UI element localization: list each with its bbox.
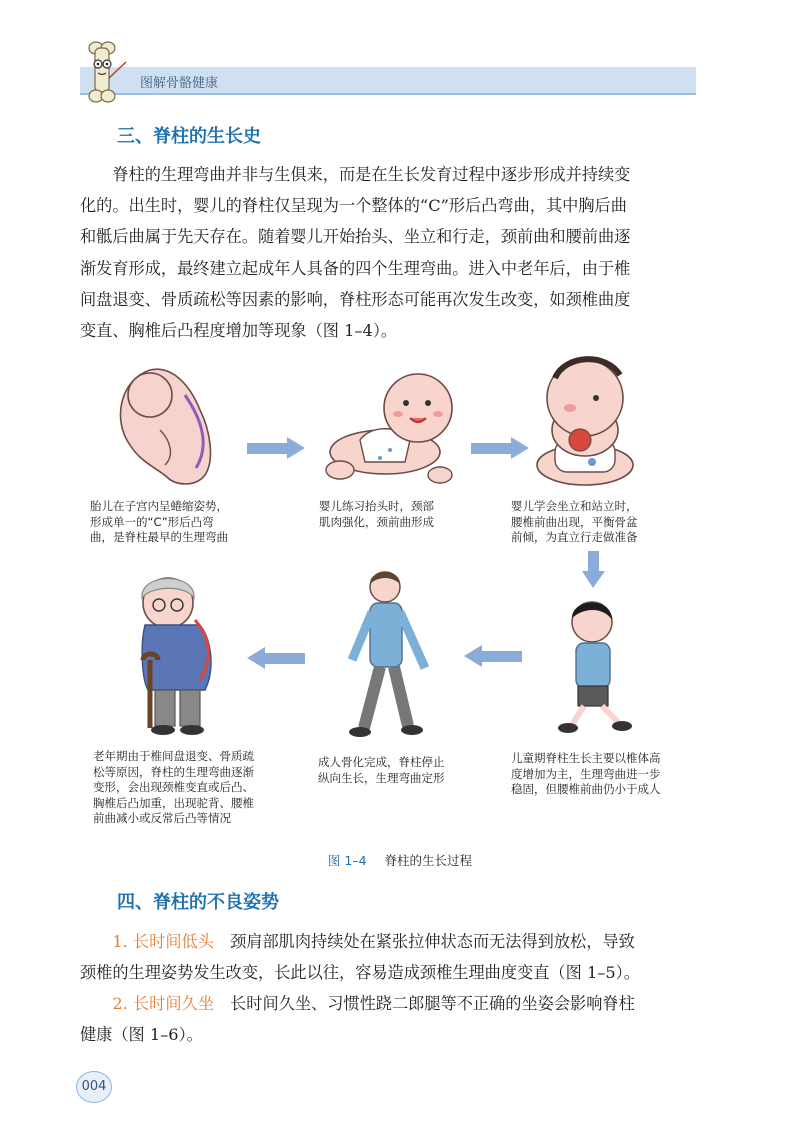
paragraph-line: 间盘退变、骨质疏松等因素的影响，脊柱形态可能再次发生改变，如颈椎曲度 (80, 289, 631, 309)
stage-caption-elderly: 老年期由于椎间盘退变、骨质疏 松等原因，脊柱的生理弯曲逐渐 变形，会出现颈椎变直或后凸、 胸椎后凸加重，出现驼背、腰椎 前曲减小或反常后凸等情况 (93, 749, 254, 825)
arrow-down (582, 551, 605, 588)
section-4-title: 四、脊柱的不良姿势 (117, 892, 279, 913)
stage-caption-sitting-baby: 婴儿学会坐立和站立时， 腰椎前曲出现，平衡骨盆 前倾，为直立行走做准备 (511, 499, 638, 544)
paragraph-line: 渐发育形成，最终建立起成年人具备的四个生理弯曲。进入中老年后，由于椎 (80, 258, 631, 278)
fetus-illustration (120, 369, 210, 484)
elderly-illustration (142, 578, 211, 735)
item-2-label: 2. 长时间久坐 (112, 994, 214, 1013)
paragraph-line: 1. 长时间低头 颈肩部肌肉持续处在紧张拉伸状态而无法得到放松，导致 (112, 932, 635, 951)
figure-title: 脊柱的生长过程 (384, 853, 473, 868)
arrow-left-1 (464, 645, 522, 667)
arrow-left-2 (247, 647, 305, 669)
arrow-right-2 (471, 437, 529, 459)
running-header-title: 图解骨骼健康 (140, 76, 219, 91)
child-illustration (558, 602, 632, 733)
paragraph-line: 2. 长时间久坐 长时间久坐、习惯性跷二郎腿等不正确的坐姿会影响脊柱 (112, 994, 635, 1013)
stage-caption-child: 儿童期脊柱生长主要以椎体高 度增加为主，生理弯曲进一步 稳固，但腰椎前曲仍小于成人 (511, 751, 661, 796)
section-3-title: 三、脊柱的生长史 (117, 126, 261, 147)
arrow-right-1 (247, 437, 305, 459)
item-1-label: 1. 长时间低头 (112, 932, 214, 951)
paragraph-line: 和骶后曲属于先天存在。随着婴儿开始抬头、坐立和行走，颈前曲和腰前曲逐 (80, 227, 631, 247)
stage-caption-adult: 成人骨化完成，脊柱停止 纵向生长，生理弯曲定形 (318, 755, 445, 785)
crawling-baby-illustration (326, 374, 452, 483)
section-4-item-1 (80, 926, 698, 988)
figure-caption (0, 851, 800, 869)
figure-number: 图 1–4 (327, 853, 367, 868)
adult-illustration (349, 572, 425, 737)
paragraph-line: 脊柱的生理弯曲并非与生俱来，而是在生长发育过程中逐步形成并持续变 (80, 165, 631, 184)
stage-caption-crawling-baby: 婴儿练习抬头时，颈部 肌肉强化，颈前曲形成 (319, 499, 434, 529)
section-4-item-2 (80, 988, 698, 1050)
paragraph-line: 颈椎的生理姿势发生改变，长此以往，容易造成颈椎生理曲度变直（图 1–5）。 (80, 963, 640, 983)
paragraph-line: 化的。出生时，婴儿的脊柱仅呈现为一个整体的“C”形后凸弯曲，其中胸后曲 (80, 196, 627, 216)
page-number: 004 (76, 1071, 112, 1103)
paragraph-line: 健康（图 1–6）。 (80, 1025, 203, 1045)
paragraph-line: 变直、胸椎后凸程度增加等现象（图 1–4）。 (80, 321, 398, 341)
sitting-baby-illustration (537, 359, 633, 485)
stage-caption-fetus: 胎儿在子宫内呈蜷缩姿势， 形成单一的“C”形后凸弯 曲，是脊柱最早的生理弯曲 (90, 499, 228, 544)
